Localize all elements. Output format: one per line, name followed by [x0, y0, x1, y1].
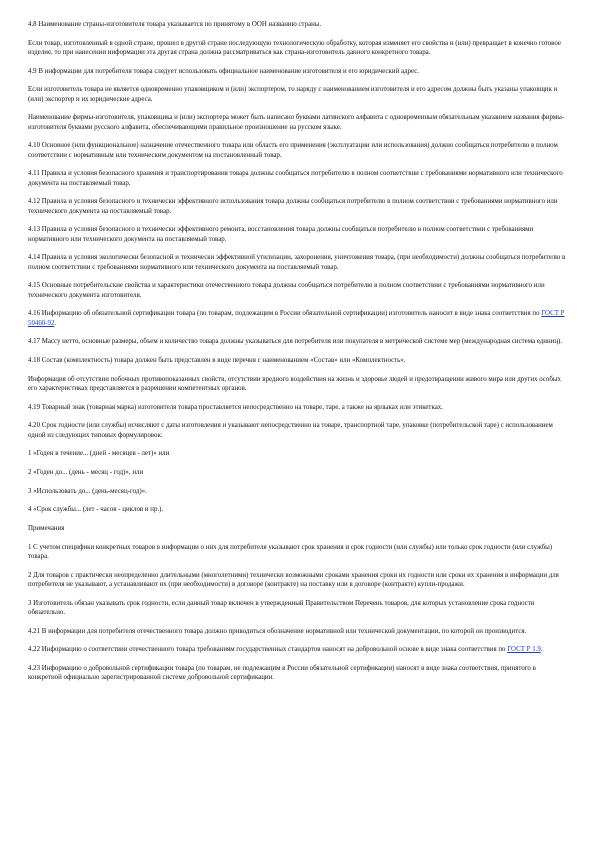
list-item-text: 2 «Годен до... (день - месяц - год)», или [28, 468, 144, 476]
paragraph-text: Если товар, изготовленный в одной стране, прошел в другой стране последующую технологическую обработку, которая изменяет его свойства и (или) превращает в конечно готовое изделие, то при нанесении информации эта другая страна должна рассматриваться как страна-изготовитель данного конкретного товара. [28, 39, 561, 56]
paragraph-4-13 [28, 225, 567, 244]
paragraph-4-22 [28, 645, 567, 654]
paragraph-4-20 [28, 421, 567, 440]
paragraph-text: 4.18 Состав (комплектность) товара должен быть представлен в виде перечня с наименованием «Состав» или «Комплектность». [28, 356, 406, 364]
paragraph-4-18 [28, 356, 567, 365]
gost-1-9-link[interactable]: ГОСТ Р 1.9 [507, 646, 541, 654]
paragraph-text: 4.14 Правила и условия экологически безопасной и технически эффективной утилизации, захоронения, уничтожения товара, (при необходимости) должны сообщаться потребителю в полном соответствии с требованиями нормативного или технического документа на поставляемый товар. [28, 254, 566, 271]
paragraph-text: Если изготовитель товара не является одновременно упаковщиком и (или) экспортером, то наряду с наименованием изготовителя и его адресом должны быть указаны упаковщик и (или) экспортер и их юридические адреса. [28, 86, 558, 103]
paragraph-text: 4.8 Наименование страны-изготовителя товара указывается по принятому в ООН названию страны. [28, 21, 322, 28]
paragraph-safety-info [28, 375, 567, 394]
note-text: 3 Изготовитель обязан указывать срок годности, если данный товар включен в утвержденный Правительством Перечень товаров, для которых установление срока годности обязательно. [28, 599, 535, 616]
paragraph-4-23 [28, 664, 567, 683]
paragraph-text: Информация об отсутствии побочных противопоказанных свойств, отсутствии вредного воздействия на жизнь и здоровье людей и предотвращении живого мира или других особых его характеристиках представляется в разрешении компетентных органов. [28, 375, 561, 392]
paragraph-text-end: . [54, 319, 57, 327]
notes-heading-text: Примечания [28, 525, 65, 532]
paragraph-4-10 [28, 141, 567, 160]
paragraph-text: 4.23 Информацию о добровольной сертификации товара (по товарам, не подлежащим в России обязательной сертификации) наносят в виде знака соответствия, принятого в конкретной официально зарегистрированной системе добровольной сертификации. [28, 665, 536, 682]
paragraph-4-15 [28, 281, 567, 300]
paragraph-text: 4.22 Информацию о соответствии отечественного товара требованиям государственных стандартов наносят на добровольной основе в виде знака соответствия по [28, 646, 508, 654]
paragraph-text: 4.9 В информации для потребителя товара следует использовать официальное наименование изготовителя и его юридический адрес. [28, 67, 419, 75]
note-2 [28, 571, 567, 590]
paragraph-4-12 [28, 197, 567, 216]
paragraph-text: Наименование фирмы-изготовителя, упаковщика и (или) экспортера может быть написано буквами латинского алфавита с одновременным обязательным указанием названия фирмы-изготовителя буквами русского алфавита, обеспечивающими правильное произношение на русском языке. [28, 114, 565, 131]
note-1 [28, 543, 567, 562]
paragraph-text: 4.15 Основные потребительские свойства и характеристики отечественного товара должны сообщаться потребителю в полном соответствии с требованиями нормативного или технического документа изготовителя. [28, 282, 545, 299]
paragraph-4-8 [28, 20, 567, 29]
paragraph-text: 4.20 Срок годности (или службы) исчисляют с даты изготовления и указывают непосредственно на товаре, транспортной таре, упаковке (потребительской таре) с использованием одной из следующих типовых формулировок: [28, 422, 553, 439]
paragraph-country-processing [28, 39, 567, 58]
paragraph-4-21 [28, 627, 567, 636]
list-item-text: 3 «Использовать до... (день-месяц-год)». [28, 487, 147, 495]
paragraph-4-11 [28, 169, 567, 188]
list-item-1 [28, 449, 567, 458]
list-item-3 [28, 487, 567, 496]
paragraph-text: 4.12 Правила и условия безопасного и технически эффективного использования товара должны сообщаться потребителю в полном соответствии с требованиями нормативного или технического документа на поставляемый товар. [28, 198, 558, 215]
paragraph-text-end: . [540, 646, 543, 654]
note-3 [28, 599, 567, 618]
note-text: 1 С учетом специфики конкретных товаров в информации о них для потребителя указывают срок хранения и срок годности (или службы) или только срок годности (или службы) товара. [28, 543, 553, 560]
paragraph-4-17 [28, 337, 567, 346]
note-text: 2 Для товаров с практически неопределенно длительными (многолетними) технически возможными сроками хранения сроки их годности или сроки их хранения в информации для потребителя не указывают, а устанавливают их (при необходимости) в договоре (контракте) на поставку или в договоре (контракте) купли-продажи. [28, 571, 559, 588]
gost-50460-link[interactable]: ГОСТ Р 50460-92 [28, 310, 565, 327]
paragraph-packer-exporter [28, 85, 567, 104]
list-item-text: 4 «Срок службы... (лет - часов - циклов и пр.). [28, 506, 164, 514]
paragraph-text: 4.16 Информацию об обязательной сертификации товара (по товарам, подлежащим в России обязательной сертификации) изготовитель наносит в виде знака соответствия по [28, 310, 542, 318]
paragraph-text: 4.10 Основное (или функциональное) назначение отечественного товара или область его применения (эксплуатации или использования) должно сообщаться потребителю в полном соответствии с нормативным или техническим документом на постановленный товар. [28, 142, 558, 159]
paragraph-text: 4.19 Товарный знак (товарная марка) изготовителя товара проставляется непосредственно на товаре, таре, а также на ярлыках или этикетках. [28, 403, 443, 411]
paragraph-4-16 [28, 309, 567, 328]
paragraph-4-14 [28, 253, 567, 272]
paragraph-text: 4.21 В информации для потребителя отечественного товара должно приводиться обозначение нормативной или технической документации, по которой он производится. [28, 627, 527, 635]
list-item-4 [28, 505, 567, 514]
paragraph-4-19 [28, 403, 567, 412]
paragraph-text: 4.17 Массу нетто, основные размеры, объем и количество товара должны указываться для потребителя или покупателя в метрической системе мер (международная система единиц). [28, 338, 563, 346]
notes-heading [28, 524, 567, 533]
list-item-2 [28, 468, 567, 477]
paragraph-text: 4.11 Правила и условия безопасного хранения и транспортирования товара должны сообщаться потребителю в полном соответствии с требованиями нормативного или технического документа на поставляемый товар. [28, 170, 563, 187]
paragraph-text: 4.13 Правила и условия безопасного и технически эффективного ремонта, восстановления товара должны сообщаться потребителю в полном соответствии с требованиями нормативного или технического документа на поставляемый товар. [28, 226, 534, 243]
list-item-text: 1 «Годен в течение... (дней - месяцев - лет)» или [28, 450, 170, 458]
paragraph-4-9 [28, 67, 567, 76]
paragraph-firm-name-latin [28, 113, 567, 132]
